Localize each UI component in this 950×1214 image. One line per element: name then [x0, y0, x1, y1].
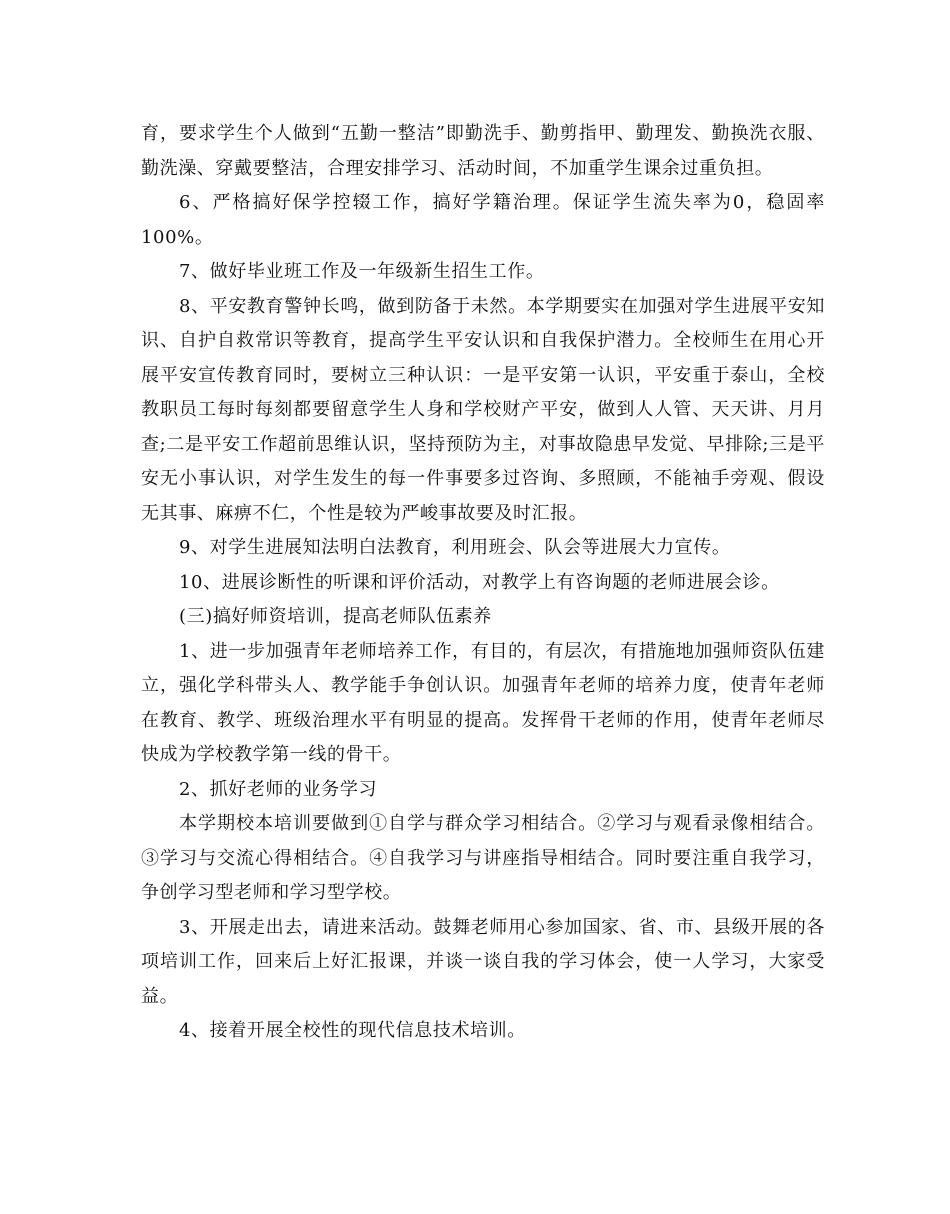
paragraph-item-10: 10、进展诊断性的听课和评价活动，对教学上有咨询题的老师进展会诊。 [179, 571, 780, 593]
paragraph-training-4: 4、接着开展全校性的现代信息技术培训。 [179, 1020, 526, 1041]
section-heading-teacher-training: (三)搞好师资培训，提高老师队伍素养 [179, 606, 492, 627]
document-body [141, 117, 825, 1049]
paragraph-item-6: 6、严格搞好保学控辍工作，搞好学籍治理。保证学生流失率为0，稳固率100%。 [141, 192, 825, 248]
paragraph-training-2: 2、抓好老师的业务学习 [179, 778, 378, 800]
paragraph-hygiene-continued: 育，要求学生个人做到“五勤一整洁”即勤洗手、勤剪指甲、勤理发、勤换洗衣服、勤洗澡、穿戴要整洁，合理安排学习、活动时间，不加重学生课余过重负担。 [141, 123, 825, 179]
paragraph-school-training: 本学期校本培训要做到①自学与群众学习相结合。②学习与观看录像相结合。③学习与交流心得相结合。④自我学习与讲座指导相结合。同时要注重自我学习，争创学习型老师和学习型学校。 [141, 813, 825, 903]
paragraph-training-3: 3、开展走出去，请进来活动。鼓舞老师用心参加国家、省、市、县级开展的各项培训工作，回来后上好汇报课，并谈一谈自我的学习体会，使一人学习，大家受益。 [141, 916, 825, 1007]
paragraph-item-8: 8、平安教育警钟长鸣，做到防备于未然。本学期要实在加强对学生进展平安知识、自护自救常识等教育，提高学生平安认识和自我保护潜力。全校师生在用心开展平安宣传教育同时，要树立三种认识：一是平安第一认识，平安重于泰山，全校教职员工每时每刻都要留意学生人身和学校财产平安，做到人人管、天天讲、月月查;二是平安工作超前思维认识，坚持预防为主，对事故隐患早发觉、早排除;三是平安无小事认识，对学生发生的每一件事要多过咨询、多照顾，不能袖手旁观、假设无其事、麻痹不仁，个性是较为严峻事故要及时汇报。 [141, 295, 825, 524]
paragraph-item-7: 7、做好毕业班工作及一年级新生招生工作。 [179, 261, 545, 282]
paragraph-training-1: 1、进一步加强青年老师培养工作，有目的，有层次，有措施地加强师资队伍建立，强化学科带头人、教学能手争创认识。加强青年老师的培养力度，使青年老师在教育、教学、班级治理水平有明显的提高。发挥骨干老师的作用，使青年老师尽快成为学校教学第一线的骨干。 [141, 640, 825, 765]
paragraph-item-9: 9、对学生进展知法明白法教育，利用班会、队会等进展大力宣传。 [179, 537, 731, 558]
